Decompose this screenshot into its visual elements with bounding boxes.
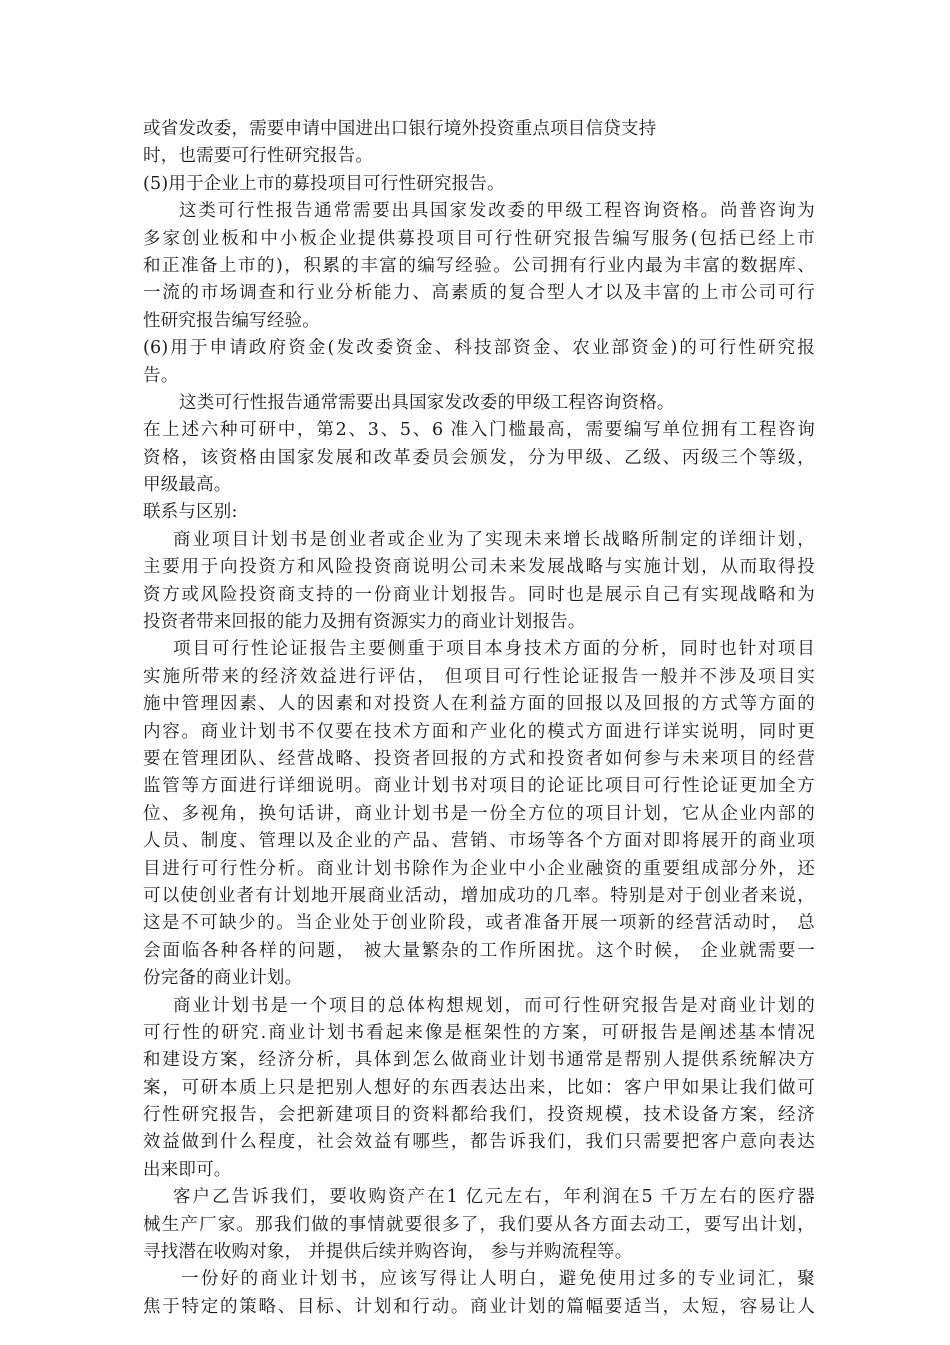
text-line: 出来即可。 [143, 1159, 232, 1180]
text-line: 这是不可缺少的。当企业处于创业阶段，或者准备开展一项新的经营活动时， 总 [143, 913, 815, 934]
text-line: 一流的市场调查和行业分析能力、高素质的复合型人才以及丰富的上市公司可行 [143, 283, 815, 304]
text-line: 会面临各种各样的问题， 被大量繁杂的工作所困扰。这个时候， 企业就需要一 [143, 940, 815, 961]
text-line: 商业计划书是一个项目的总体构想规划，而可行性研究报告是对商业计划的 [173, 995, 815, 1016]
body-text [143, 116, 815, 1321]
text-line: (6)用于申请政府资金(发改委资金、科技部资金、农业部资金)的可行性研究报 [143, 338, 815, 359]
text-line: 目进行可行性分析。商业计划书除作为企业中小企业融资的重要组成部分外，还 [143, 858, 815, 879]
text-line: 实施所带来的经济效益进行评估， 但项目可行性论证报告一般并不涉及项目实 [143, 666, 815, 687]
text-line: 商业项目计划书是创业者或企业为了实现未来增长战略所制定的详细计划， [173, 529, 815, 550]
text-line: 寻找潜在收购对象， 并提供后续并购咨询， 参与并购流程等。 [143, 1242, 633, 1263]
text-line: 行性研究报告，会把新建项目的资料都给我们，投资规模，技术设备方案，经济 [143, 1105, 815, 1126]
text-line: 一份好的商业计划书，应该写得让人明白，避免使用过多的专业词汇，聚 [181, 1269, 815, 1290]
text-line: 资方或风险投资商支持的一份商业计划报告。同时也是展示自己有实现战略和为 [143, 584, 815, 605]
text-line: 甲级最高。 [143, 475, 232, 496]
text-line: 告。 [143, 365, 179, 386]
text-line: 客户乙告诉我们，要收购资产在1 亿元左右，年利润在5 千万左右的医疗器 [173, 1187, 815, 1208]
text-line: 焦于特定的策略、目标、计划和行动。商业计划的篇幅要适当，太短，容易让人 [143, 1296, 815, 1317]
text-line: 人员、制度、管理以及企业的产品、营销、市场等各个方面对即将展开的商业项 [143, 831, 815, 852]
text-line: 施中管理因素、人的因素和对投资人在利益方面的回报以及回报的方式等方面的 [143, 694, 815, 715]
text-line: 械生产厂家。那我们做的事情就要很多了，我们要从各方面去动工，要写出计划， [143, 1214, 815, 1235]
text-line: 这类可行性报告通常需要出具国家发改委的甲级工程咨询资格。 [179, 392, 675, 413]
text-line: 在上述六种可研中，第2、3、5、6 准入门槛最高，需要编写单位拥有工程咨询 [143, 420, 815, 441]
text-line: 多家创业板和中小板企业提供募投项目可行性研究报告编写服务(包括已经上市 [143, 228, 815, 249]
text-line: 或省发改委，需要申请中国进出口银行境外投资重点项目信贷支持 [143, 119, 657, 139]
text-line: 这类可行性报告通常需要出具国家发改委的甲级工程咨询资格。尚普咨询为 [179, 201, 815, 222]
text-line: 投资者带来回报的能力及拥有资源实力的商业计划报告。 [143, 612, 586, 633]
text-line: 时，也需要可行性研究报告。 [143, 146, 374, 167]
text-line: 内容。商业计划书不仅要在技术方面和产业化的模式方面进行详实说明，同时更 [143, 721, 815, 742]
text-line: 效益做到什么程度，社会效益有哪些，都告诉我们，我们只需要把客户意向表达 [143, 1132, 815, 1153]
text-line: 监管等方面进行详细说明。商业计划书对项目的论证比项目可行性论证更加全方 [143, 776, 815, 797]
text-line: 和建设方案，经济分析，具体到怎么做商业计划书通常是帮别人提供系统解决方 [143, 1050, 815, 1071]
text-line: 性研究报告编写经验。 [143, 310, 320, 331]
text-line: 可以使创业者有计划地开展商业活动，增加成功的几率。特别是对于创业者来说， [143, 885, 815, 906]
text-line: 主要用于向投资方和风险投资商说明公司未来发展战略与实施计划，从而取得投 [143, 557, 815, 578]
text-line: 可行性的研究.商业计划书看起来像是框架性的方案，可研报告是阐述基本情况 [143, 1022, 815, 1043]
text-line: 联系与区别: [143, 502, 238, 523]
text-line: 和正准备上市的)，积累的丰富的编写经验。公司拥有行业内最为丰富的数据库、 [143, 255, 815, 276]
text-line: 资格，该资格由国家发展和改革委员会颁发，分为甲级、乙级、丙级三个等级， [143, 447, 815, 468]
text-line: (5)用于企业上市的募投项目可行性研究报告。 [143, 173, 505, 194]
text-line: 案，可研本质上只是把别人想好的东西表达出来，比如：客户甲如果让我们做可 [143, 1077, 815, 1098]
text-line: 位、多视角，换句话讲，商业计划书是一份全方位的项目计划，它从企业内部的 [143, 803, 815, 824]
text-line: 要在管理团队、经营战略、投资者回报的方式和投资者如何参与未来项目的经营 [143, 748, 815, 769]
text-line: 项目可行性论证报告主要侧重于项目本身技术方面的分析，同时也针对项目 [173, 639, 815, 660]
text-line: 份完备的商业计划。 [143, 968, 303, 989]
